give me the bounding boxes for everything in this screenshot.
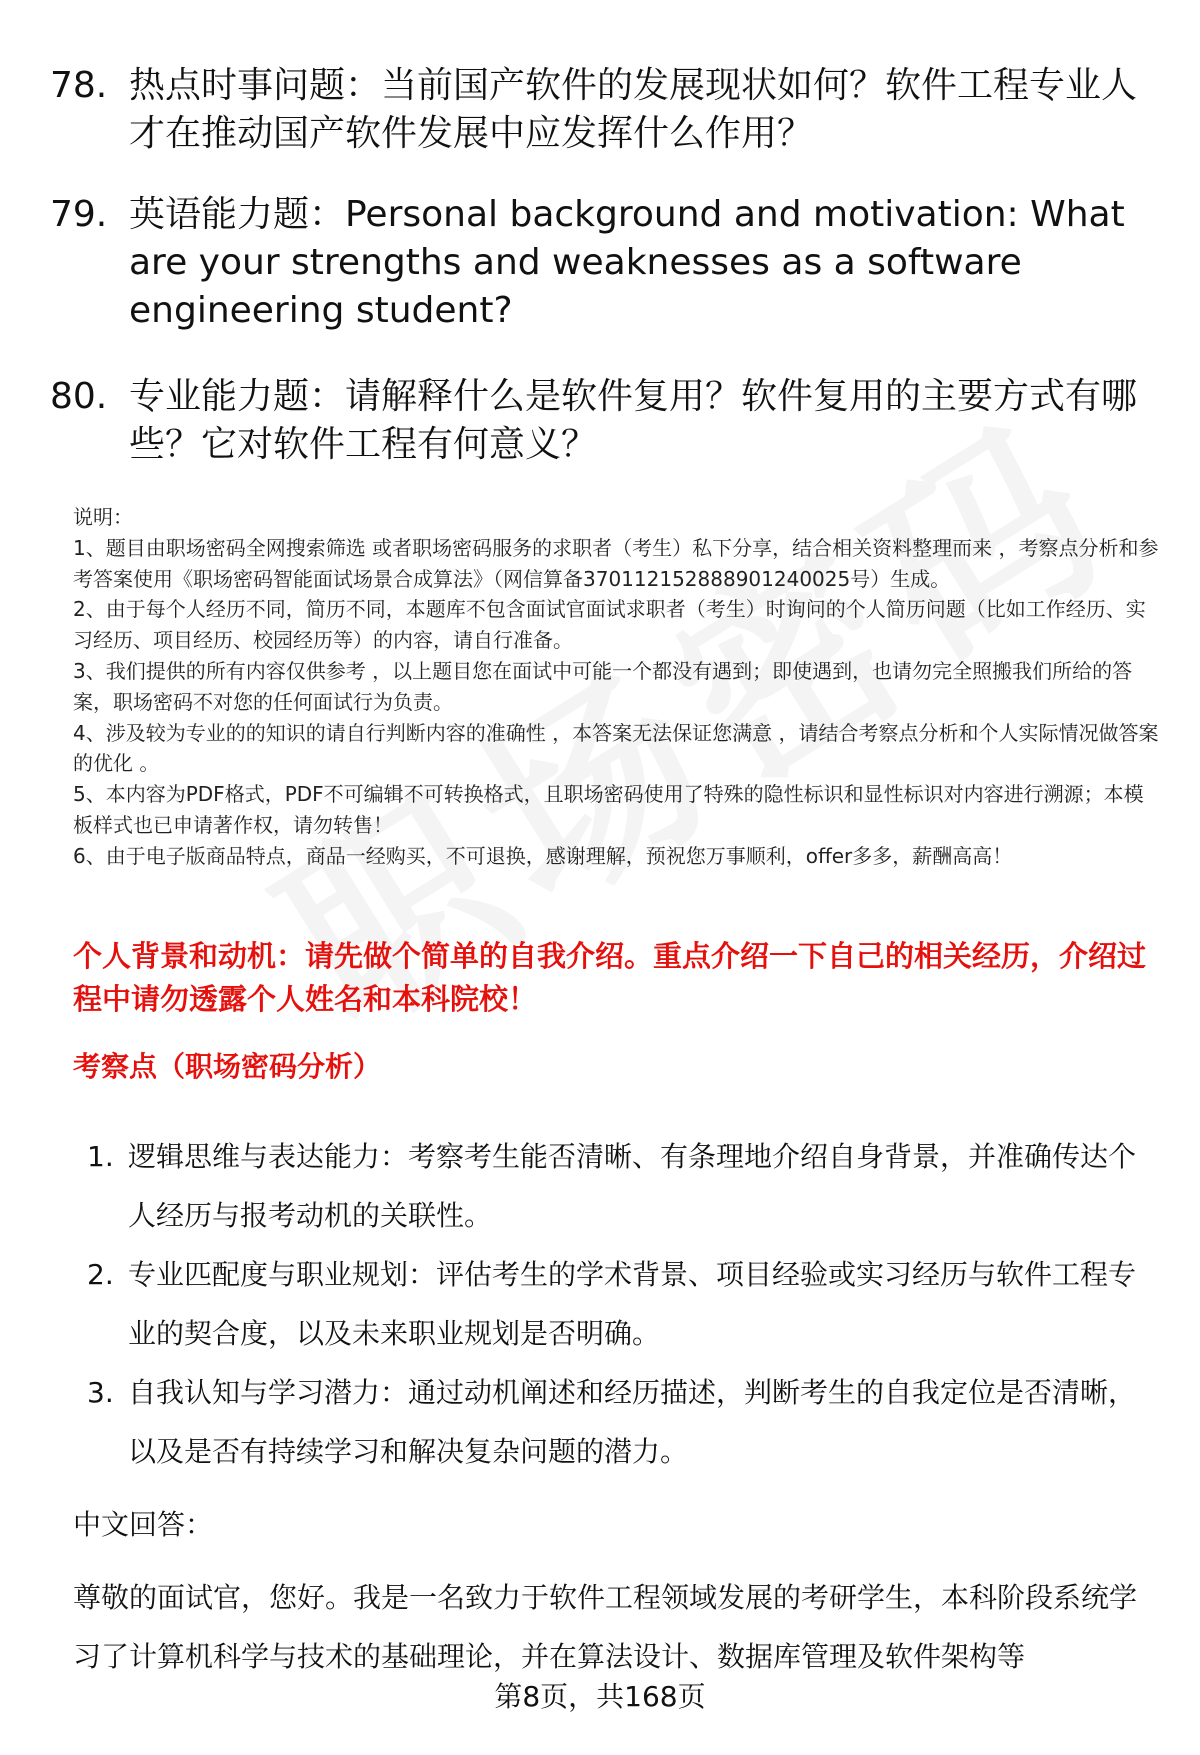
notes-section [73, 502, 1163, 872]
question-text: 英语能力题：Personal background and motivation: What are your strengths and weaknesses as a software engineering student? [129, 194, 1125, 331]
list-item [73, 1363, 1163, 1481]
question-text: 热点时事问题：当前国产软件的发展现状如何？软件工程专业人才在推动国产软件发展中应发挥什么作用？ [129, 65, 1138, 154]
point-text: 专业匹配度与职业规划：评估考生的学术背景、项目经验或实习经历与软件工程专业的契合度，以及未来职业规划是否明确。 [128, 1258, 1137, 1350]
page-number: 第8页，共168页 [494, 1680, 706, 1713]
note-item: 1、题目由职场密码全网搜索筛选 或者职场密码服务的求职者（考生）私下分享，结合相关资料整理而来 ，考察点分析和参考答案使用《职场密码智能面试场景合成算法》（网信算备370112152888901240025号）生成。 [73, 535, 1159, 591]
point-number: 1. [87, 1140, 114, 1173]
point-number: 3. [87, 1376, 114, 1409]
notes-title: 说明： [73, 505, 133, 529]
note-item: 4、涉及较为专业的的知识的请自行判断内容的准确性 ，本答案无法保证您满意 ，请结合考察点分析和个人实际情况做答案的优化 。 [73, 720, 1159, 776]
list-item [73, 1127, 1163, 1245]
question-number: 80. [50, 376, 108, 417]
point-text: 自我认知与学习潜力：通过动机阐述和经历描述，判断考生的自我定位是否清晰，以及是否有持续学习和解决复杂问题的潜力。 [128, 1376, 1137, 1468]
answer-label: 中文回答： [73, 1508, 214, 1541]
analysis-points [73, 1127, 1163, 1481]
question-heading: 个人背景和动机：请先做个简单的自我介绍。重点介绍一下自己的相关经历，介绍过程中请勿透露个人姓名和本科院校！ [73, 939, 1147, 1016]
note-item: 5、本内容为PDF格式，PDF不可编辑不可转换格式，且职场密码使用了特殊的隐性标识和显性标识对内容进行溯源；本模板样式也已申请著作权，请勿转售！ [73, 782, 1144, 837]
question-number: 78. [50, 65, 108, 106]
note-item: 6、由于电子版商品特点，商品一经购买，不可退换，感谢理解，预祝您万事顺利，offer多多，薪酬高高！ [73, 843, 1013, 868]
list-item [73, 1245, 1163, 1363]
point-text: 逻辑思维与表达能力：考察考生能否清晰、有条理地介绍自身背景，并准确传达个人经历与报考动机的关联性。 [128, 1140, 1137, 1232]
answer-text: 尊敬的面试官，您好。我是一名致力于软件工程领域发展的考研学生，本科阶段系统学习了计算机科学与技术的基础理论，并在算法设计、数据库管理及软件架构等 [73, 1581, 1138, 1673]
note-item: 2、由于每个人经历不同，简历不同，本题库不包含面试官面试求职者（考生）时询问的个人简历问题（比如工作经历、实习经历、项目经历、校园经历等）的内容，请自行准备。 [73, 597, 1146, 653]
question-number: 79. [50, 194, 108, 235]
point-number: 2. [87, 1258, 114, 1291]
note-item: 3、我们提供的所有内容仅供参考 ，以上题目您在面试中可能一个都没有遇到；即使遇到，也请勿完全照搬我们所给的答案，职场密码不对您的任何面试行为负责。 [73, 658, 1133, 714]
question-text: 专业能力题：请解释什么是软件复用？软件复用的主要方式有哪些？它对软件工程有何意义？ [129, 376, 1138, 465]
analysis-heading: 考察点（职场密码分析） [73, 1050, 382, 1083]
